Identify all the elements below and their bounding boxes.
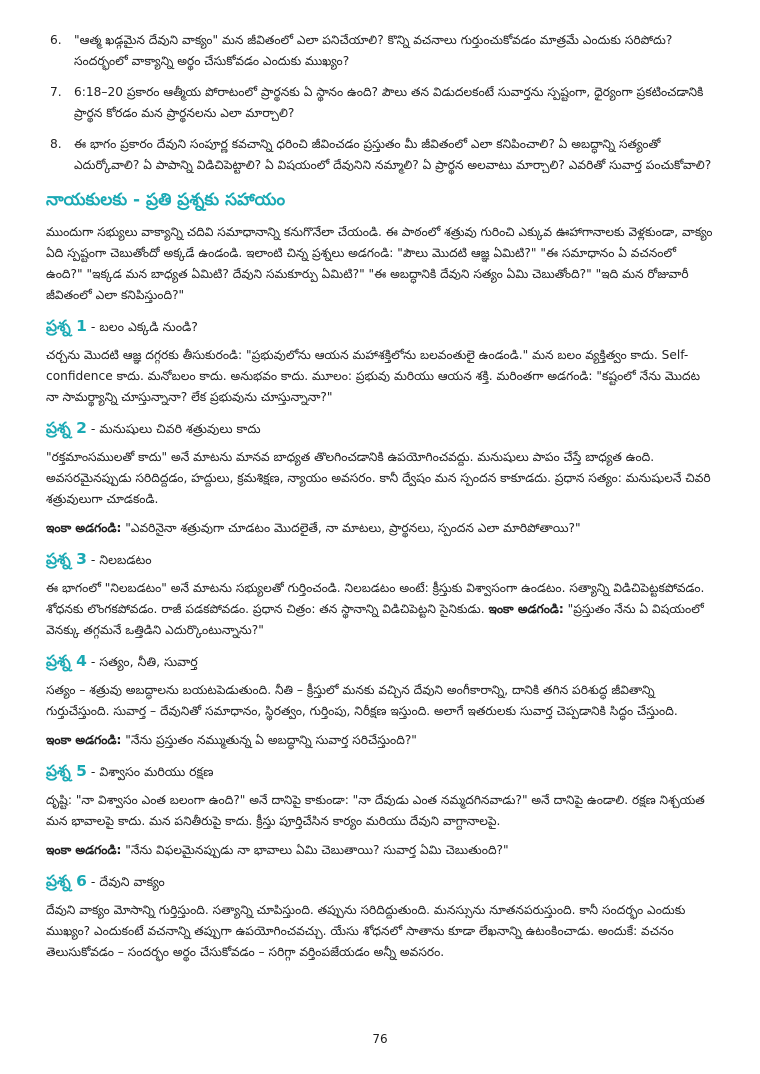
question-label: ప్రశ్న 3 bbox=[46, 550, 87, 568]
question-heading bbox=[46, 416, 716, 441]
question-title: - బలం ఎక్కడి నుండి? bbox=[86, 319, 198, 334]
ask-text: "నేను విఫలమైనప్పుడు నా భావాలు ఏమి చెబుతాయి? సువార్త ఏమి చెబుతుంది?" bbox=[121, 843, 509, 857]
question-body: చర్చను మొదటి ఆజ్ఞ దగ్గరకు తీసుకురండి: "ప్రభువులోను ఆయన మహాశక్తిలోను బలవంతులై ఉండండి." మన బలం వ్యక్తిత్వం కాదు. Self-confidence కాదు. మనోబలం కాదు. అనుభవం కాదు. మూలం: ప్రభువు మరియు ఆయన శక్తి. మరింతగా అడగండి: "కష్టంలో నేను మొదట నా సామర్థ్యాన్ని చూస్తున్నానా? లేక ప్రభువును చూస్తున్నానా?" bbox=[46, 348, 700, 404]
ask-label: ఇంకా అడగండి: bbox=[488, 602, 564, 616]
question-number: 6. bbox=[50, 33, 62, 47]
question-item bbox=[46, 134, 716, 176]
question-item bbox=[46, 30, 716, 72]
question-body: సత్యం – శత్రువు అబద్ధాలను బయటపెడుతుంది. నీతి – క్రీస్తులో మనకు వచ్చిన దేవుని అంగీకారాన్ని, దానికి తగిన పరిశుద్ధ జీవితాన్ని గుర్తుచేస్తుంది. సువార్త – దేవునితో సమాధానం, స్థిరత్వం, గుర్తింపు, నిరీక్షణ ఇస్తుంది. అలాగే ఇతరులకు సువార్త చెప్పడానికి సిద్ధం చేస్తుంది. bbox=[46, 683, 678, 718]
question-title: - సత్యం, నీతి, సువార్త bbox=[86, 654, 198, 669]
question-text: ఈ భాగం ప్రకారం దేవుని సంపూర్ణ కవచాన్ని ధరించి జీవించడం ప్రస్తుతం మీ జీవితంలో ఎలా కనిపించాలి? ఏ అబద్ధాన్ని సత్యంతో ఎదుర్కోవాలి? ఏ పాపాన్ని విడిచిపెట్టాలి? ఏ విషయంలో దేవునిని నమ్మాలి? ఏ ప్రార్థన అలవాటు మార్చాలి? ఎవరితో సువార్త పంచుకోవాలి? bbox=[74, 137, 712, 172]
question-heading bbox=[46, 869, 716, 894]
question-heading bbox=[46, 547, 716, 572]
ask-text: "నేను ప్రస్తుతం నమ్ముతున్న ఏ అబద్ధాన్ని సువార్త సరిచేస్తుంది?" bbox=[121, 733, 417, 747]
question-text: "ఆత్మ ఖడ్గమైన దేవుని వాక్యం" మన జీవితంలో ఎలా పనిచేయాలి? కొన్ని వచనాలు గుర్తుంచుకోవడం మాత్రమే ఎందుకు సరిపోదు? సందర్భంలో వాక్యాన్ని అర్థం చేసుకోవడం ఎందుకు ముఖ్యం? bbox=[74, 33, 673, 68]
leaders-intro: ముందుగా సభ్యులు వాక్యాన్ని చదివి సమాధానాన్ని కనుగొనేలా చేయండి. ఈ పాఠంలో శత్రువు గురించి ఎక్కువ ఊహాగానాలకు వెళ్లకుండా, వాక్యం ఏది స్పష్టంగా చెబుతోందో అక్కడే ఉండండి. ఇలాంటి చిన్న ప్రశ్నలు అడగండి: "పౌలు మొదటి ఆజ్ఞ ఏమిటి?" "ఈ సమాధానం ఏ వచనంలో ఉంది?" "ఇక్కడ మన బాధ్యత ఏమిటి? దేవుని సమకూర్పు ఏమిటి?" "ఈ అబద్ధానికి దేవుని సత్యం ఏమి చెబుతోంది?" "ఇది మన రోజువారీ జీవితంలో ఎలా కనిపిస్తుంది?" bbox=[46, 225, 713, 302]
ask-more bbox=[46, 518, 716, 539]
question-label: ప్రశ్న 4 bbox=[46, 652, 87, 670]
ask-label: ఇంకా అడగండి: bbox=[46, 733, 122, 747]
question-label: ప్రశ్న 6 bbox=[46, 872, 87, 890]
question-body: దేవుని వాక్యం మోసాన్ని గుర్తిస్తుంది. సత్యాన్ని చూపిస్తుంది. తప్పును సరిదిద్దుతుంది. మనస్సును నూతనపరుస్తుంది. కానీ సందర్భం ఎందుకు ముఖ్యం? ఎందుకంటే వచనాన్ని తప్పుగా ఉపయోగించవచ్చు. యేసు శోధనలో సాతాను కూడా లేఖనాన్ని ఉటంకించాడు. అందుకే: వచనం తెలుసుకోవడం – సందర్భం అర్థం చేసుకోవడం – సరిగ్గా వర్తింపజేయడం అన్నీ అవసరం. bbox=[46, 903, 686, 959]
question-list bbox=[46, 30, 716, 176]
question-title: - నిలబడటం bbox=[86, 552, 152, 567]
question-title: - దేవుని వాక్యం bbox=[86, 874, 165, 889]
question-item bbox=[46, 82, 716, 124]
question-heading bbox=[46, 759, 716, 784]
question-heading bbox=[46, 649, 716, 674]
question-text: 6:18–20 ప్రకారం ఆత్మీయ పోరాటంలో ప్రార్థనకు ఏ స్థానం ఉంది? పౌలు తన విడుదలకంటే సువార్తను స్పష్టంగా, ధైర్యంగా ప్రకటించడానికి ప్రార్థన కోరడం మన ప్రార్థనలను ఎలా మార్చాలి? bbox=[74, 85, 704, 120]
page-content bbox=[46, 30, 716, 971]
question-number: 7. bbox=[50, 85, 62, 99]
ask-text: "ఎవరినైనా శత్రువుగా చూడటం మొదలైతే, నా మాటలు, ప్రార్థనలు, స్పందన ఎలా మారిపోతాయి?" bbox=[121, 521, 581, 535]
ask-more bbox=[46, 840, 716, 861]
page-number: 76 bbox=[372, 1032, 388, 1046]
question-label: ప్రశ్న 5 bbox=[46, 762, 87, 780]
leaders-heading: నాయకులకు - ప్రతి ప్రశ్నకు సహాయం bbox=[46, 190, 286, 210]
question-heading bbox=[46, 314, 716, 339]
ask-text: "ప్రస్తుతం నేను ఏ విషయంలో వెనక్కు తగ్గమనే ఒత్తిడిని ఎదుర్కొంటున్నాను?" bbox=[46, 602, 704, 637]
ask-label: ఇంకా అడగండి: bbox=[46, 521, 122, 535]
question-title: - మనుషులు చివరి శత్రువులు కాదు bbox=[86, 421, 261, 436]
question-body: దృష్టి: "నా విశ్వాసం ఎంత బలంగా ఉంది?" అనే దానిపై కాకుండా: "నా దేవుడు ఎంత నమ్మదగినవాడు?" అనే దానిపై ఉండాలి. రక్షణ నిశ్చయత మన భావాలపై కాదు. మన పనితీరుపై కాదు. క్రీస్తు పూర్తిచేసిన కార్యం మరియు దేవుని వాగ్దానాలపై. bbox=[46, 793, 705, 828]
question-number: 8. bbox=[50, 137, 62, 151]
question-label: ప్రశ్న 1 bbox=[46, 317, 87, 335]
question-title: - విశ్వాసం మరియు రక్షణ bbox=[86, 764, 214, 779]
question-label: ప్రశ్న 2 bbox=[46, 419, 87, 437]
question-body: "రక్తమాంసములతో కాదు" అనే మాటను మానవ బాధ్యత తొలగించడానికి ఉపయోగించవద్దు. మనుషులు పాపం చేస్తే బాధ్యత ఉంది. అవసరమైనప్పుడు సరిదిద్దడం, హద్దులు, క్రమశిక్షణ, న్యాయం అవసరం. కానీ ద్వేషం మన స్పందన కాకూడదు. ప్రధాన సత్యం: మనుషులనే చివరి శత్రువులుగా చూడకండి. bbox=[46, 450, 711, 506]
ask-label: ఇంకా అడగండి: bbox=[46, 843, 122, 857]
ask-more bbox=[46, 730, 716, 751]
question-body bbox=[46, 578, 716, 641]
question-body-text: ఈ భాగంలో "నిలబడటం" అనే మాటను సభ్యులతో గుర్తించండి. నిలబడటం అంటే: క్రీస్తుకు విశ్వాసంగా ఉండటం. సత్యాన్ని విడిచిపెట్టకపోవడం. శోధనకు లొంగకపోవడం. రాజీ పడకపోవడం. ప్రధాన చిత్రం: తన స్థానాన్ని విడిచిపెట్టని సైనికుడు. bbox=[46, 581, 705, 616]
